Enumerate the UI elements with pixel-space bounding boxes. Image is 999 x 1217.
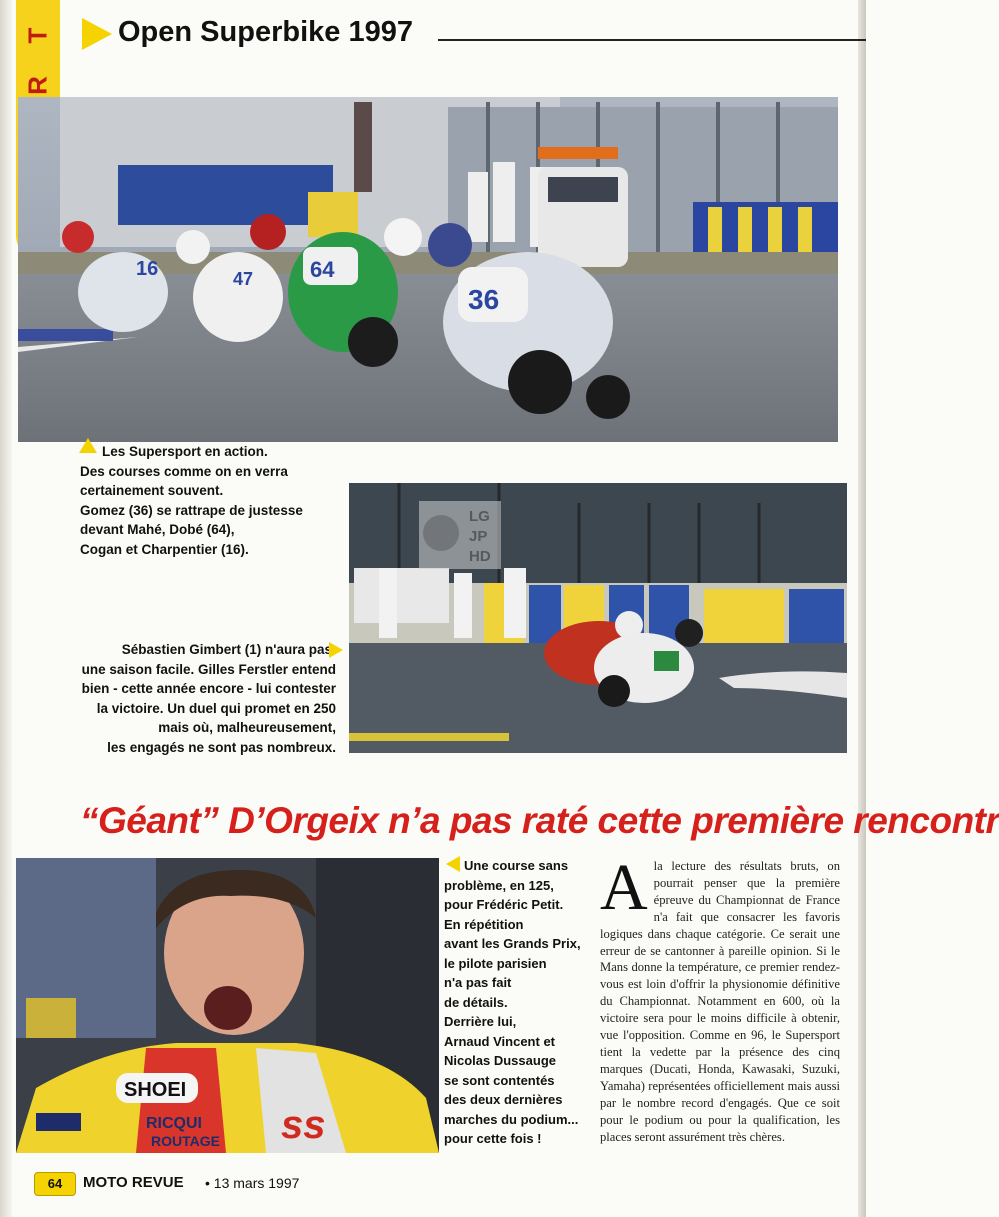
page-title: Open Superbike 1997	[118, 16, 413, 48]
drop-cap: A	[600, 851, 648, 924]
page-edge	[858, 0, 866, 1217]
article-text: la lecture des résultats bruts, on pourrait penser que la première épreuve du Championnat de France n'a fait que consacrer les favoris logiques dans chaque catégorie. Ce serait une erreur de se cantonner à pareille opinion. Si le Mans donne la température, ce premier rendez-vous est loin d'offrir la physionomie définitive du Championnat. Notamment en 600, où la victoire sera pour le moins difficile à obtenir, vue l'opposition. Comme en 96, le Supersport tient la vedette par la présence des cinq marques (Ducati, Honda, Kawasaki, Suzuki, Yamaha) représentées officiellement mais aussi par le nombre record d'engagés. Que ce soit pour le podium ou pour la qualification, les places seront assurément très chères.	[600, 859, 840, 1144]
section-headline: “Géant” D’Orgeix n’a pas raté cette première rencontr	[80, 800, 999, 841]
page-number: 64	[34, 1172, 76, 1196]
issue-date: • 13 mars 1997	[205, 1175, 300, 1191]
watermark-text: JP	[469, 528, 488, 545]
bike-number: 36	[468, 284, 500, 315]
caption-gimbert: Sébastien Gimbert (1) n'aura pas une saison facile. Gilles Ferstler entend bien - cette année encore - lui contester la victoire. Un duel qui promet en 250 mais où, malheureusement, les engagés ne sont pas nombreux.	[81, 642, 336, 755]
page-gutter-shadow	[0, 0, 12, 1217]
race-photo-supersport	[18, 97, 838, 442]
caption-supersport: Les Supersport en action. Des courses comme on en verra certainement souvent. Gomez (36) se rattrape de justesse devant Mahé, Dobé (64), Cogan et Charpentier (16).	[80, 444, 303, 557]
watermark-text: HD	[469, 548, 491, 565]
caption-pointer-icon	[329, 642, 343, 658]
rider-portrait-photo	[16, 858, 439, 1153]
caption-petit: Une course sans problème, en 125, pour Frédéric Petit. En répétition avant les Grands Prix, le pilote parisien n'a pas fait de détails. Derrière lui, Arnaud Vincent et Nicolas Dussauge se sont contentés des deux dernières marches du podium... pour cette fois !	[444, 858, 581, 1146]
leathers-logo-text: SHOEI	[124, 1079, 187, 1101]
header-arrow-icon	[82, 18, 112, 50]
article-body	[600, 851, 840, 1145]
leathers-logo-text: RICQUI	[146, 1115, 202, 1132]
sport-letter: R	[22, 76, 53, 95]
leathers-logo-text: ss	[281, 1103, 326, 1147]
sport-letter: T	[22, 27, 53, 44]
magazine-name: MOTO REVUE	[83, 1174, 184, 1191]
watermark-text: LG	[469, 508, 490, 525]
leathers-logo-text: ROUTAGE	[151, 1133, 220, 1149]
bike-number: 16	[136, 258, 159, 280]
header-rule	[438, 39, 866, 41]
bike-number: 47	[233, 269, 254, 289]
race-photo-250cc	[349, 483, 847, 753]
bike-number: 64	[310, 257, 335, 282]
